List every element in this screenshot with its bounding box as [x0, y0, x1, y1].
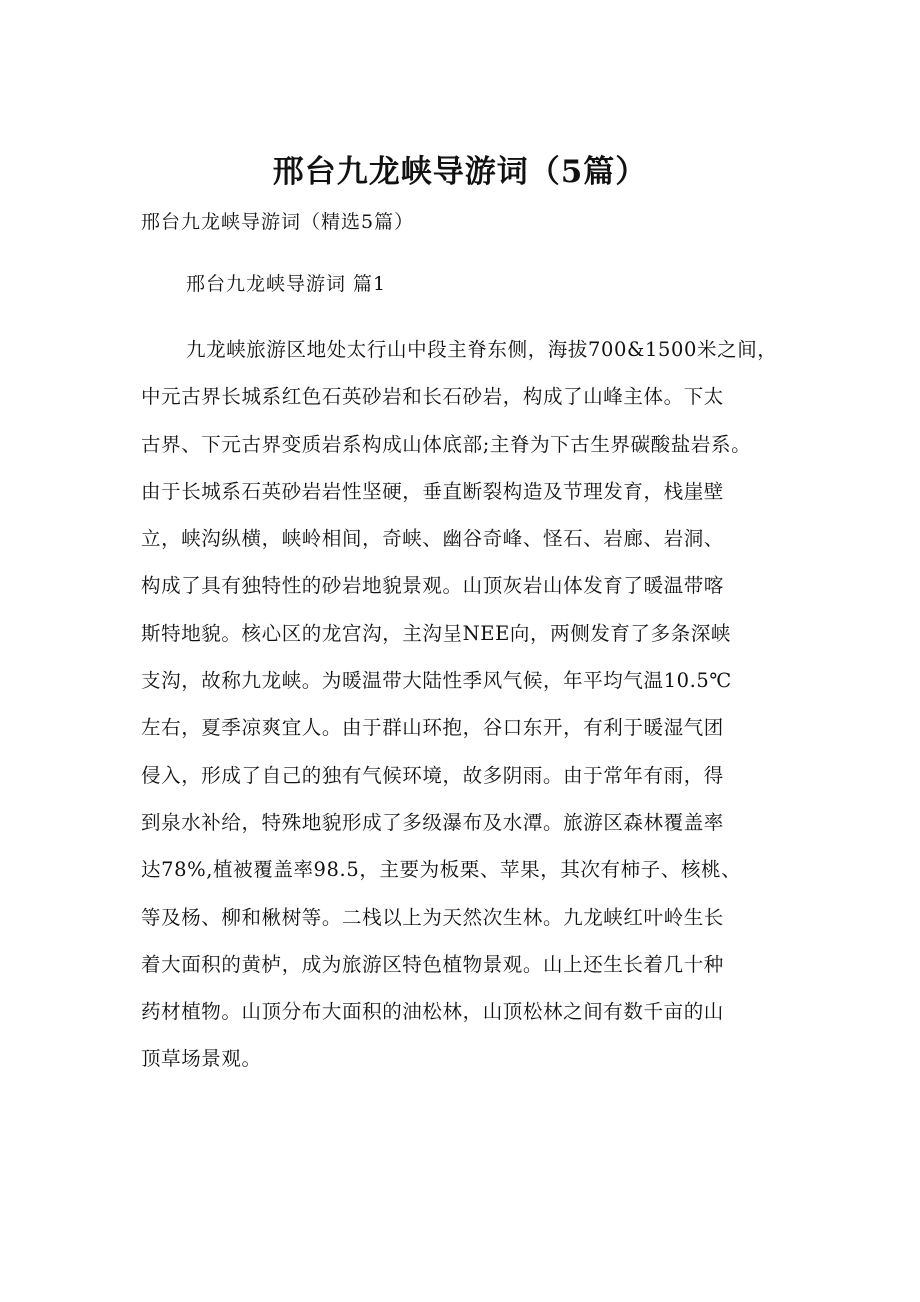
paragraph-line: 侵入，形成了自己的独有气候环境，故多阴雨。由于常年有雨，得 [141, 763, 724, 787]
paragraph-line: 左右，夏季凉爽宜人。由于群山环抱，谷口东开，有利于暖湿气团 [141, 716, 724, 740]
document-subtitle: 邢台九龙峡导游词（精选5篇） [141, 211, 415, 233]
paragraph-line: 支沟，故称九龙峡。为暖温带大陆性季风气候，年平均气温10.5℃ [141, 669, 732, 693]
paragraph-line: 斯特地貌。核心区的龙宫沟，主沟呈NEE向，两侧发育了多条深峡 [141, 621, 732, 645]
paragraph-line: 顶草场景观。 [141, 1047, 262, 1071]
paragraph-line: 九龙峡旅游区地处太行山中段主脊东侧，海拔700&1500米之间， [186, 338, 778, 361]
document-title: 邢台九龙峡导游词（5篇） [272, 154, 648, 190]
paragraph-line: 由于长城系石英砂岩岩性坚硬，垂直断裂构造及节理发育，栈崖壁 [141, 479, 724, 503]
paragraph-line: 达78%,植被覆盖率98.5，主要为板栗、苹果，其次有柿子、核桃、 [141, 858, 742, 882]
paragraph-line: 着大面积的黄栌，成为旅游区特色植物景观。山上还生长着几十种 [141, 952, 724, 976]
paragraph-line: 等及杨、柳和楸树等。二栈以上为天然次生林。九龙峡红叶岭生长 [141, 905, 724, 929]
paragraph-line: 构成了具有独特性的砂岩地貌景观。山顶灰岩山体发育了暖温带喀 [141, 574, 724, 598]
paragraph-line: 到泉水补给，特殊地貌形成了多级瀑布及水潭。旅游区森林覆盖率 [141, 810, 724, 834]
paragraph-line: 立，峡沟纵横，峡岭相间，奇峡、幽谷奇峰、怪石、岩廊、岩洞、 [141, 527, 724, 551]
paragraph-line: 药材植物。山顶分布大面积的油松林，山顶松林之间有数千亩的山 [141, 1000, 724, 1024]
paragraph-line: 古界、下元古界变质岩系构成山体底部;主脊为下古生界碳酸盐岩系。 [141, 432, 752, 456]
body-paragraph [141, 326, 801, 1083]
paragraph-line: 中元古界长城系红色石英砂岩和长石砂岩，构成了山峰主体。下太 [141, 385, 724, 409]
section-heading: 邢台九龙峡导游词 篇1 [186, 273, 387, 295]
